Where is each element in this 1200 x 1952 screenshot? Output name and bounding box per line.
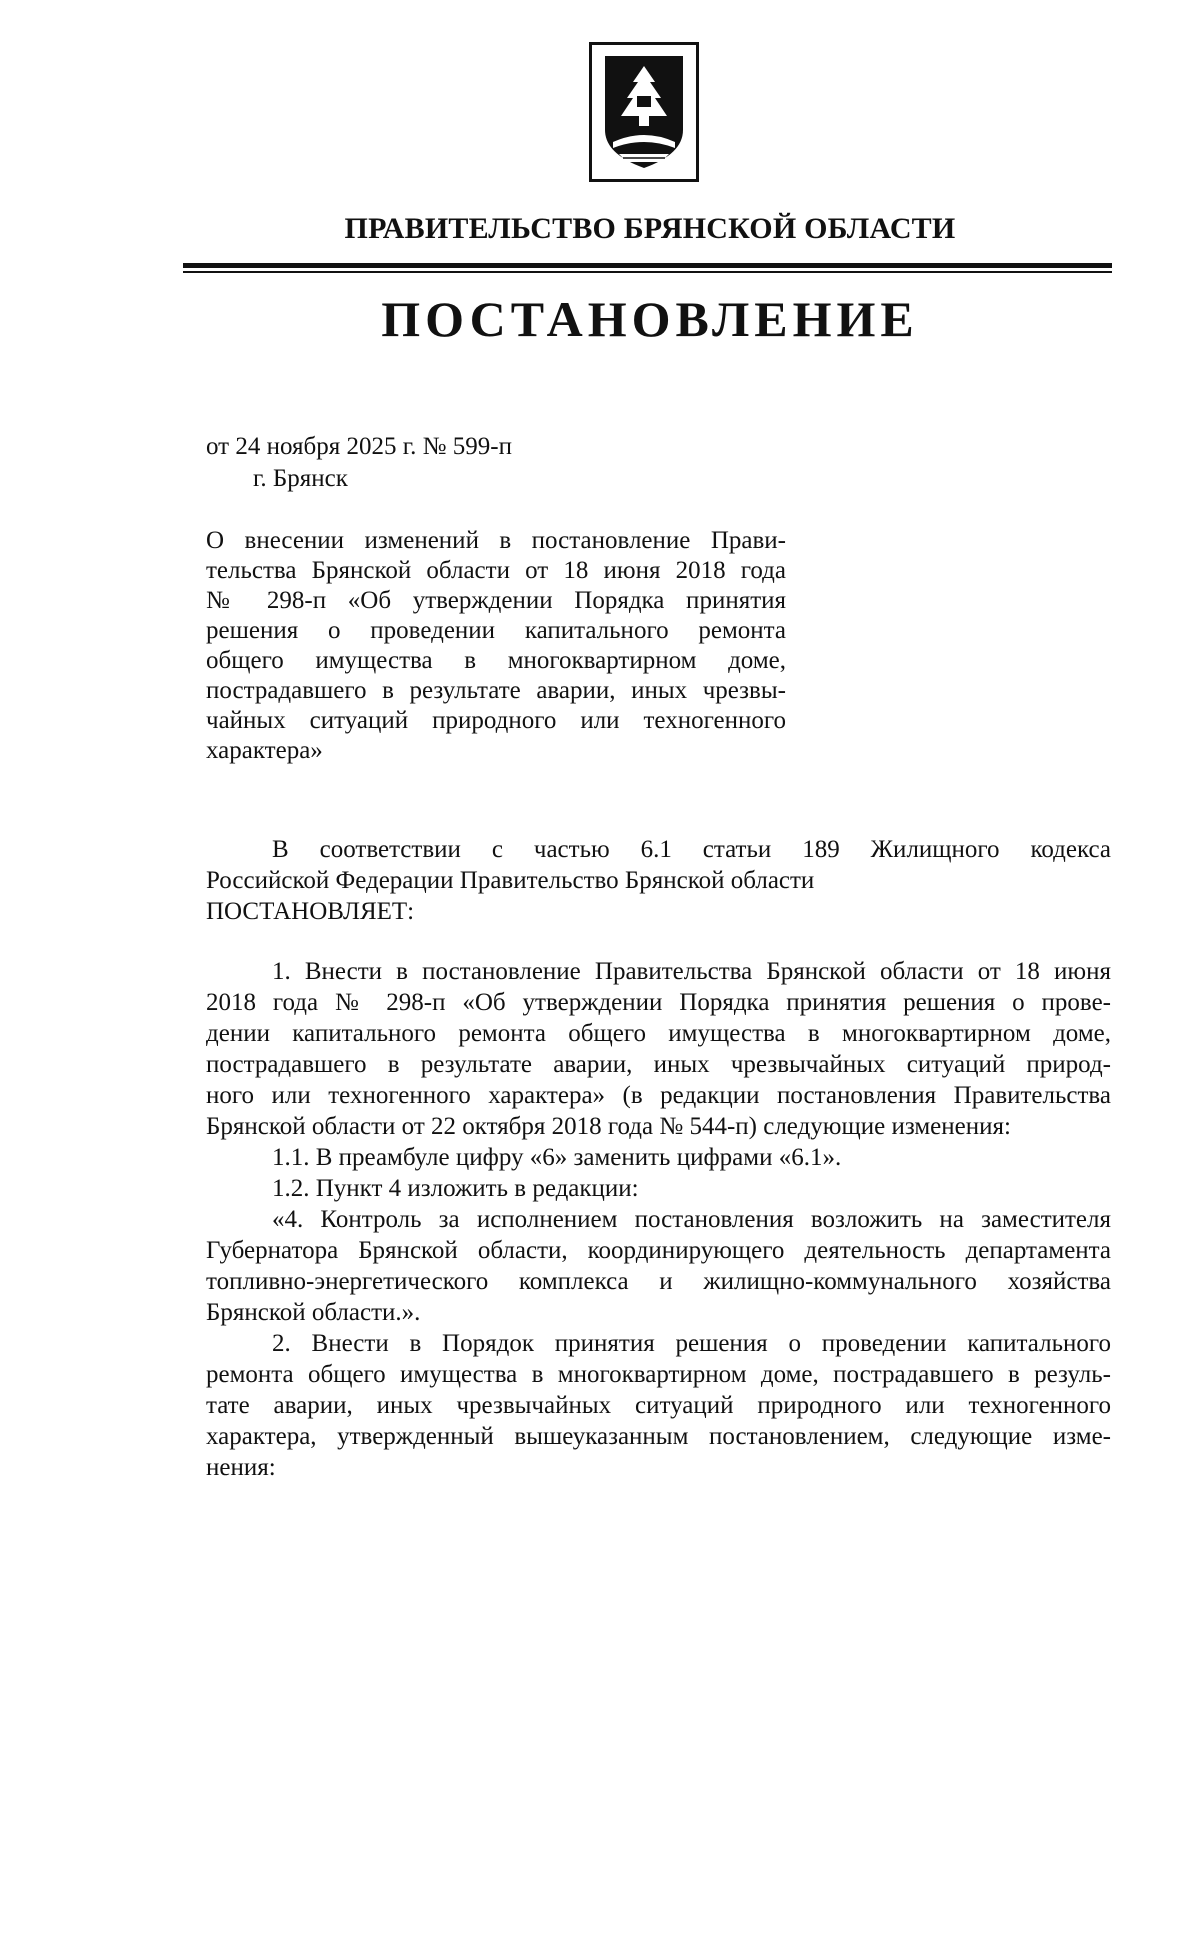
body-line: пострадавшего в результате аварии, иных чрезвычайных ситуаций природ- <box>206 1051 1111 1078</box>
body-line: тате аварии, иных чрезвычайных ситуаций природного или техногенного <box>206 1392 1111 1419</box>
body-line: 2. Внести в Порядок принятия решения о проведении капитального <box>272 1330 1111 1357</box>
subject-line: тельства Брянской области от 18 июня 2018 года <box>206 557 786 584</box>
preamble-line: Российской Федерации Правительство Брянской области <box>206 867 815 894</box>
subject-line: общего имущества в многоквартирном доме, <box>206 647 786 674</box>
header-rule-thin <box>183 271 1112 273</box>
body-line: нения: <box>206 1454 276 1481</box>
header-rule-thick <box>183 263 1112 268</box>
body-line: Губернатора Брянской области, координирующего деятельность департамента <box>206 1237 1111 1264</box>
subject-line: решения о проведении капитального ремонта <box>206 617 786 644</box>
body-line: 2018 года № 298-п «Об утверждении Порядка принятия решения о прове- <box>206 989 1111 1016</box>
government-title: ПРАВИТЕЛЬСТВО БРЯНСКОЙ ОБЛАСТИ <box>344 212 956 245</box>
preamble-line: ПОСТАНОВЛЯЕТ: <box>206 898 415 925</box>
body-line: 1.1. В преамбуле цифру «6» заменить цифрами «6.1». <box>272 1144 842 1171</box>
city-line: г. Брянск <box>253 465 348 492</box>
body-line: 1.2. Пункт 4 изложить в редакции: <box>272 1175 639 1202</box>
date-number-line: от 24 ноября 2025 г. № 599-п <box>206 433 512 460</box>
preamble-line: В соответствии с частью 6.1 статьи 189 Жилищного кодекса <box>272 836 1111 863</box>
document-type-title: ПОСТАНОВЛЕНИЕ <box>381 291 919 347</box>
subject-line: чайных ситуаций природного или техногенного <box>206 707 786 734</box>
body-line: Брянской области.». <box>206 1299 421 1326</box>
subject-line: характера» <box>206 737 323 764</box>
body-line: ного или техногенного характера» (в редакции постановления Правительства <box>206 1082 1111 1109</box>
body-line: дении капитального ремонта общего имущества в многоквартирном доме, <box>206 1020 1111 1047</box>
body-line: «4. Контроль за исполнением постановления возложить на заместителя <box>272 1206 1111 1233</box>
subject-line: пострадавшего в результате аварии, иных чрезвы- <box>206 677 786 704</box>
body-line: топливно-энергетического комплекса и жилищно-коммунального хозяйства <box>206 1268 1111 1295</box>
body-line: 1. Внести в постановление Правительства Брянской области от 18 июня <box>272 958 1111 985</box>
document-subject <box>206 526 786 766</box>
body-line: ремонта общего имущества в многоквартирном доме, пострадавшего в резуль- <box>206 1361 1111 1388</box>
body-line: Брянской области от 22 октября 2018 года № 544-п) следующие изменения: <box>206 1113 1011 1140</box>
subject-line: № 298-п «Об утверждении Порядка принятия <box>206 587 786 614</box>
body-line: характера, утвержденный вышеуказанным постановлением, следующие изме- <box>206 1423 1111 1450</box>
subject-line: О внесении изменений в постановление Прави- <box>206 527 786 554</box>
preamble <box>206 834 1111 927</box>
coat-of-arms-emblem <box>589 42 699 182</box>
main-text <box>206 956 1111 1483</box>
